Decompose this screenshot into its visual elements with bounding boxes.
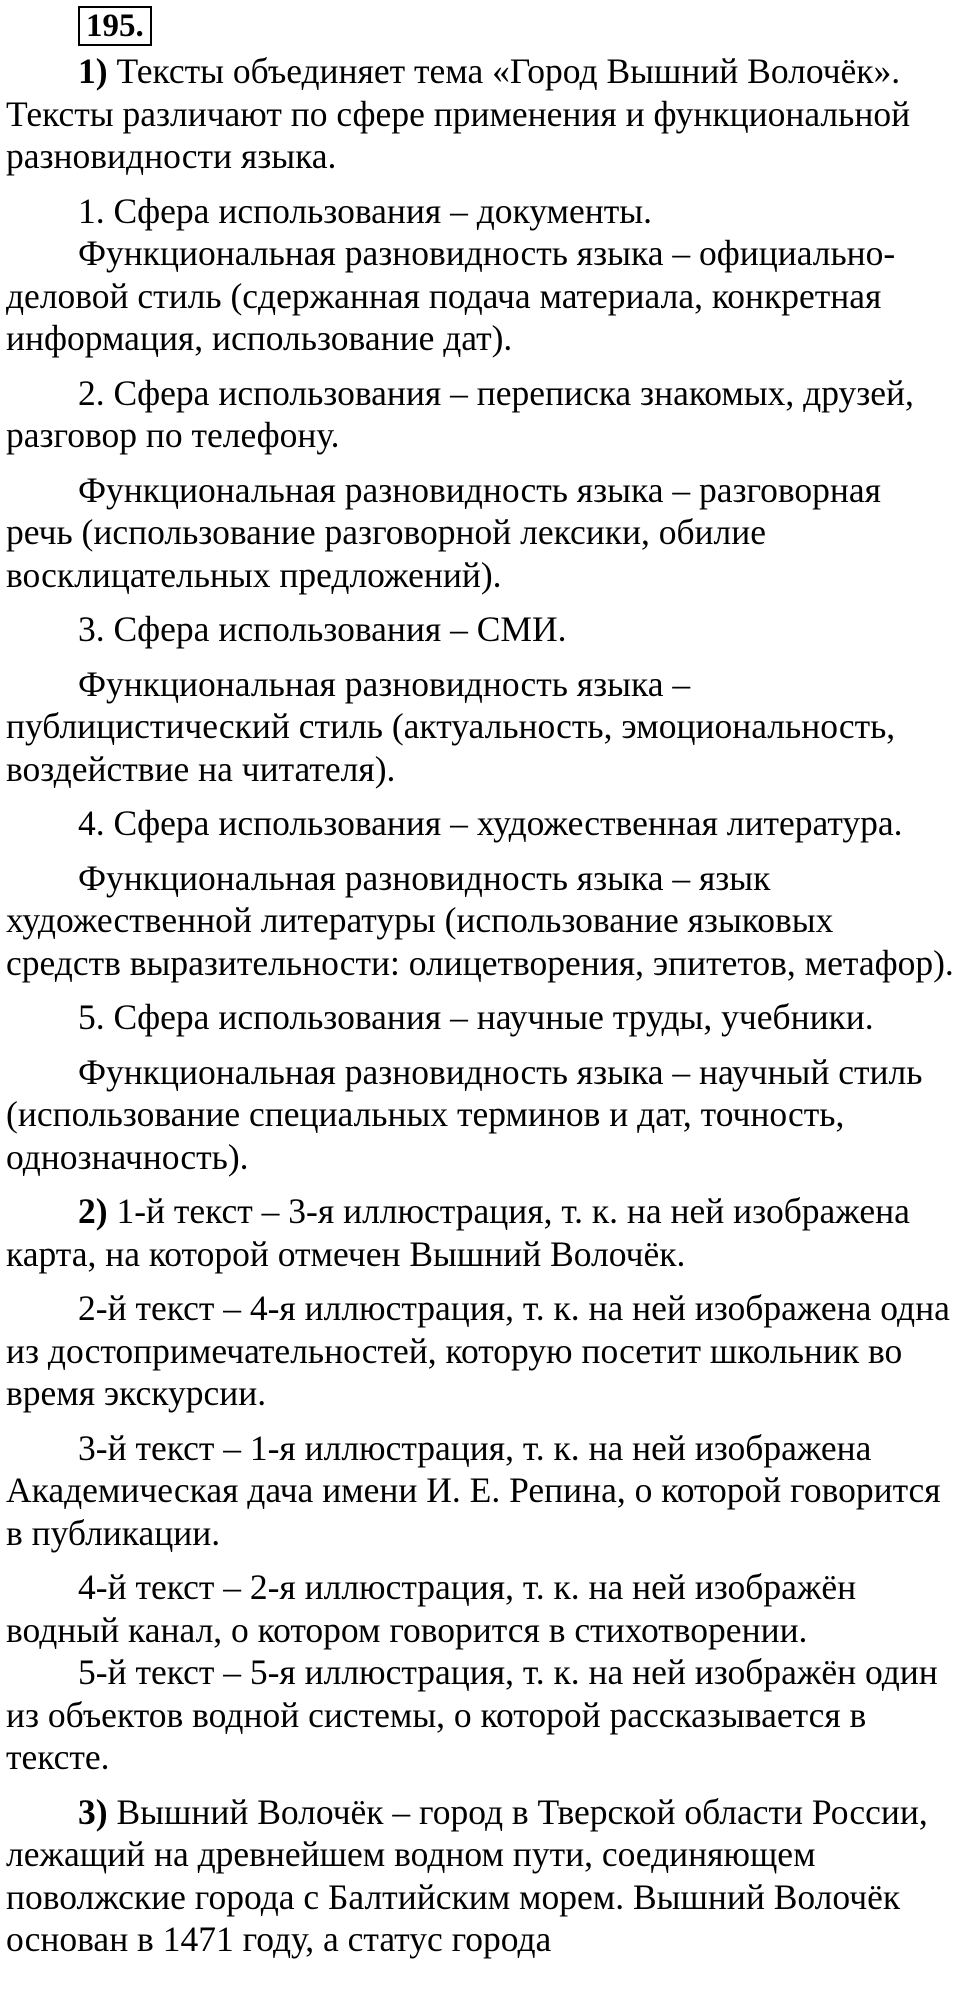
paragraph-text: Тексты объединяет тема «Город Вышний Волочёк». Тексты различают по сфере применения и функциональной разновидности языка.: [6, 51, 911, 176]
paragraph-answer-1-intro: [6, 50, 956, 178]
paragraph-text: Вышний Волочёк – город в Тверской области России, лежащий на древнейшем водном пути, соединяющем поволжские города с Балтийским морем. Вышний Волочёк основан в 1471 году, а статус города: [6, 1791, 928, 1959]
paragraph-answer-3: [6, 1791, 956, 1961]
paragraph-sphere-2: 2. Сфера использования – переписка знакомых, друзей, разговор по телефону.: [6, 372, 914, 455]
paragraph-style-5: Функциональная разновидность языка – научный стиль (использование специальных терминов и дат, точность, однозначность).: [6, 1051, 923, 1177]
paragraph-text-3: 3-й текст – 1-я иллюстрация, т. к. на ней изображена Академическая дача имени И. Е. Репина, о которой говорится в публикации.: [6, 1427, 941, 1553]
paragraph-style-4: Функциональная разновидность языка – язык художественной литературы (использование языковых средств выразительности: олицетворения, эпитетов, метафор).: [6, 857, 954, 983]
paragraph-text: 1-й текст – 3-я иллюстрация, т. к. на ней изображена карта, на которой отмечен Вышний Волочёк.: [6, 1191, 910, 1274]
paragraph-sphere-3: 3. Сфера использования – СМИ.: [78, 609, 567, 649]
answer-marker-3: 3): [78, 1791, 108, 1832]
paragraph-sphere-5: 5. Сфера использования – научные труды, учебники.: [78, 997, 874, 1037]
document-page: [6, 0, 956, 1973]
paragraph-style-1: Функциональная разновидность языка – официально-деловой стиль (сдержанная подача материала, конкретная информация, использование дат).: [6, 233, 896, 358]
paragraph-text-2: 2-й текст – 4-я иллюстрация, т. к. на ней изображена одна из достопримечательностей, которую посетит школьник во время экскурсии.: [6, 1288, 950, 1413]
answer-marker-2: 2): [78, 1191, 108, 1231]
paragraph-text-5: 5-й текст – 5-я иллюстрация, т. к. на ней изображён один из объектов водной системы, о которой рассказывается в тексте.: [6, 1652, 938, 1777]
paragraph-style-3: Функциональная разновидность языка – публицистический стиль (актуальность, эмоциональность, воздействие на читателя).: [6, 663, 896, 789]
paragraph-sphere-4: 4. Сфера использования – художественная литература.: [78, 803, 903, 843]
exercise-number-box: 195.: [78, 6, 152, 46]
paragraph-text-4: 4-й текст – 2-я иллюстрация, т. к. на ней изображён водный канал, о котором говорится в стихотворении.: [6, 1567, 857, 1650]
paragraph-sphere-1: 1. Сфера использования – документы.: [78, 190, 652, 231]
paragraph-answer-2-text-1: [6, 1190, 956, 1275]
paragraph-style-2: Функциональная разновидность языка – разговорная речь (использование разговорной лексики, обилие восклицательных предложений).: [6, 469, 882, 595]
answer-marker-1: 1): [78, 51, 108, 91]
